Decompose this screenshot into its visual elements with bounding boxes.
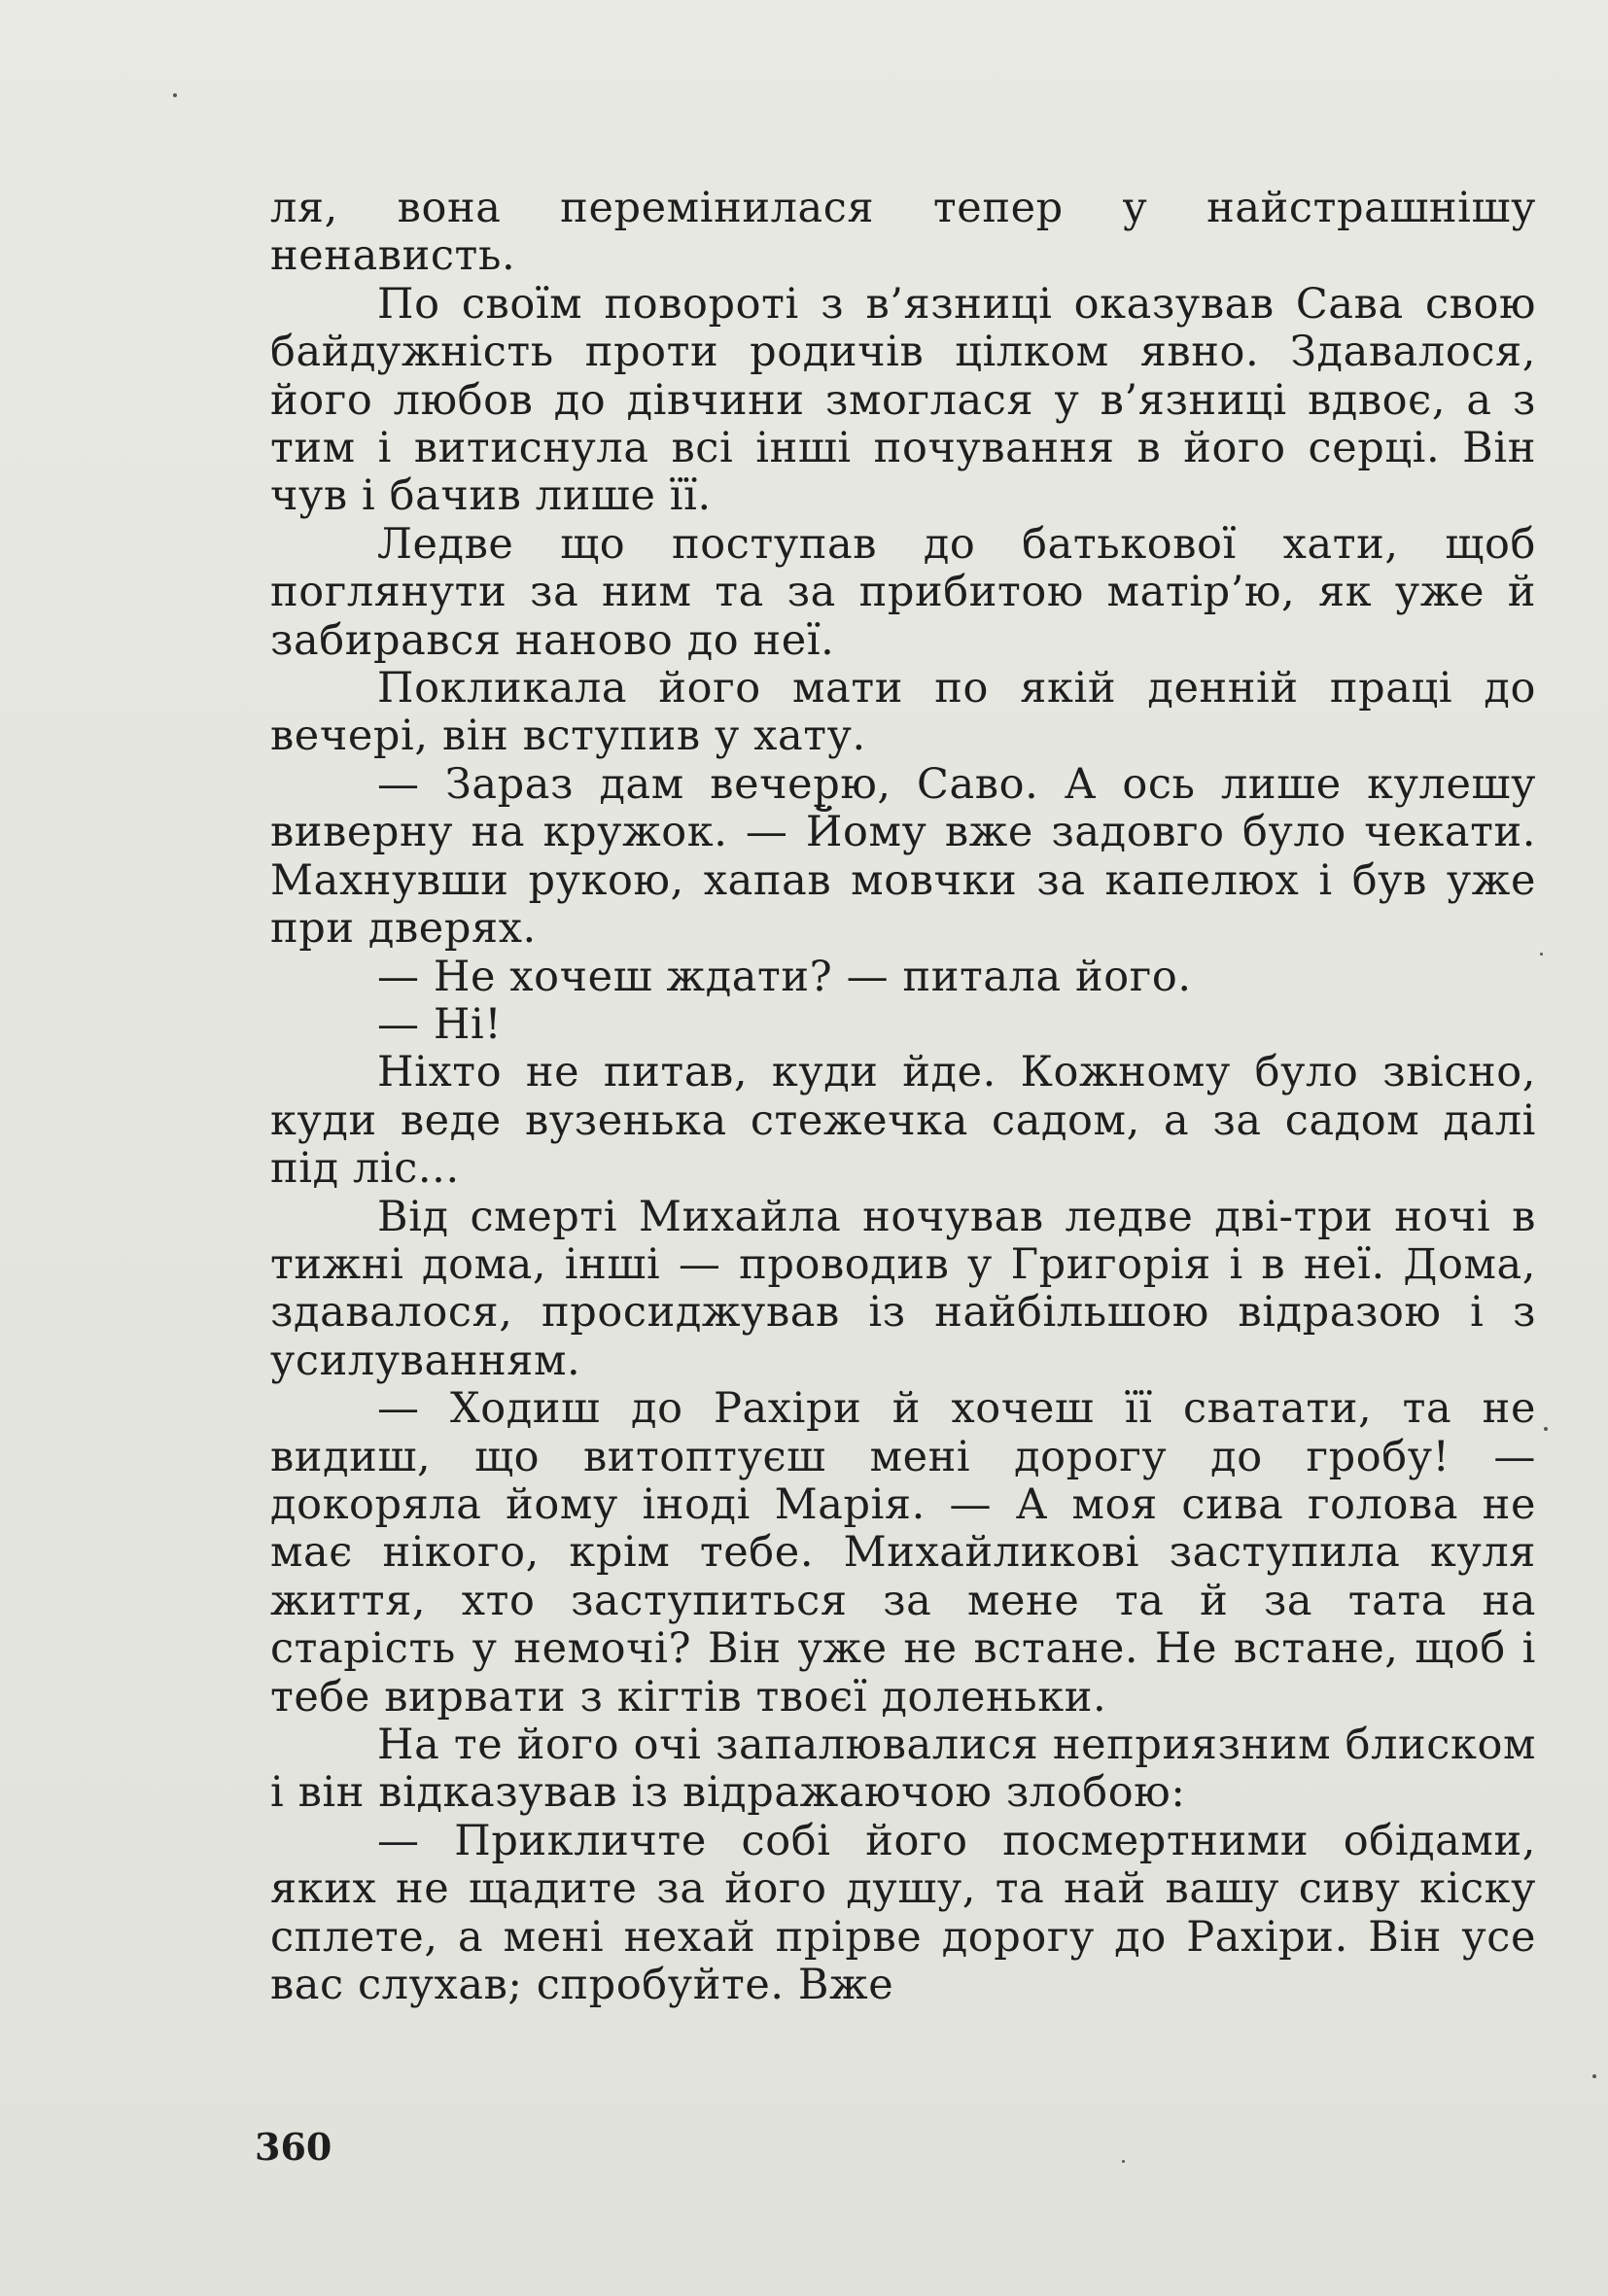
paper-speck [1540, 953, 1543, 956]
paragraph: Від смерті Михайла ночував ледве дві-три ночі в тижні дома, інші — проводив у Григорія і в неї. Дома, здавалося, просиджував із найбільшою відразою і з усилуванням. [270, 1192, 1536, 1385]
paragraph: Покликала його мати по якій денній праці до вечері, він вступив у хату. [270, 664, 1536, 761]
paragraph: На те його очі запалювалися неприязним блиском і він відказував із відражаючою злобою: [270, 1721, 1536, 1818]
paragraph: ля, вона перемінилася тепер у найстрашнішу ненависть. [270, 184, 1536, 281]
paragraph: — Прикличте собі його посмертними обідами, яких не щадите за його душу, та най вашу сиву кіску сплете, а мені нехай прірве дорогу до Рахіри. Він усе вас слухав; спробуйте. Вже [270, 1816, 1536, 2010]
paragraph: — Зараз дам вечерю, Саво. А ось лише кулешу виверну на кружок. — Йому вже задовго було чекати. Махнувши рукою, хапав мовчки за капелюх і був уже при дверях. [270, 759, 1536, 954]
paper-speck [173, 93, 177, 97]
paragraph: — Не хочеш ждати? — питала його. [377, 952, 1192, 1001]
body-text [270, 185, 1536, 2009]
paper-speck [1544, 1427, 1548, 1431]
paper-speck [1122, 2160, 1125, 2163]
paragraph: — Ні! [377, 999, 503, 1049]
page-number: 360 [255, 2125, 332, 2169]
paper-speck [1592, 2074, 1596, 2078]
paragraph: По своїм повороті з в’язниці оказував Сава свою байдужність проти родичів цілком явно. Здавалося, його любов до дівчини змоглася у в’язниці вдвоє, а з тим і витиснула всі інші почування в його серці. Він чув і бачив лише її. [270, 279, 1536, 521]
paragraph: — Ходиш до Рахіри й хочеш її сватати, та не видиш, що витоптуєш мені дорогу до гробу! — докоряла йому іноді Марія. — А моя сива голова не має нікого, крім тебе. Михайликові заступила куля життя, хто заступиться за мене та й за тата на старість у немочі? Він уже не встане. Не встане, щоб і тебе вирвати з кігтів твоєї доленьки. [270, 1384, 1536, 1722]
paragraph: Ніхто не питав, куди йде. Кожному було звісно, куди веде вузенька стежечка садом, а за садом далі під ліс... [270, 1048, 1536, 1194]
paragraph: Ледве що поступав до батькової хати, щоб поглянути за ним та за прибитою матір’ю, як уже й забирався наново до неї. [270, 519, 1536, 665]
